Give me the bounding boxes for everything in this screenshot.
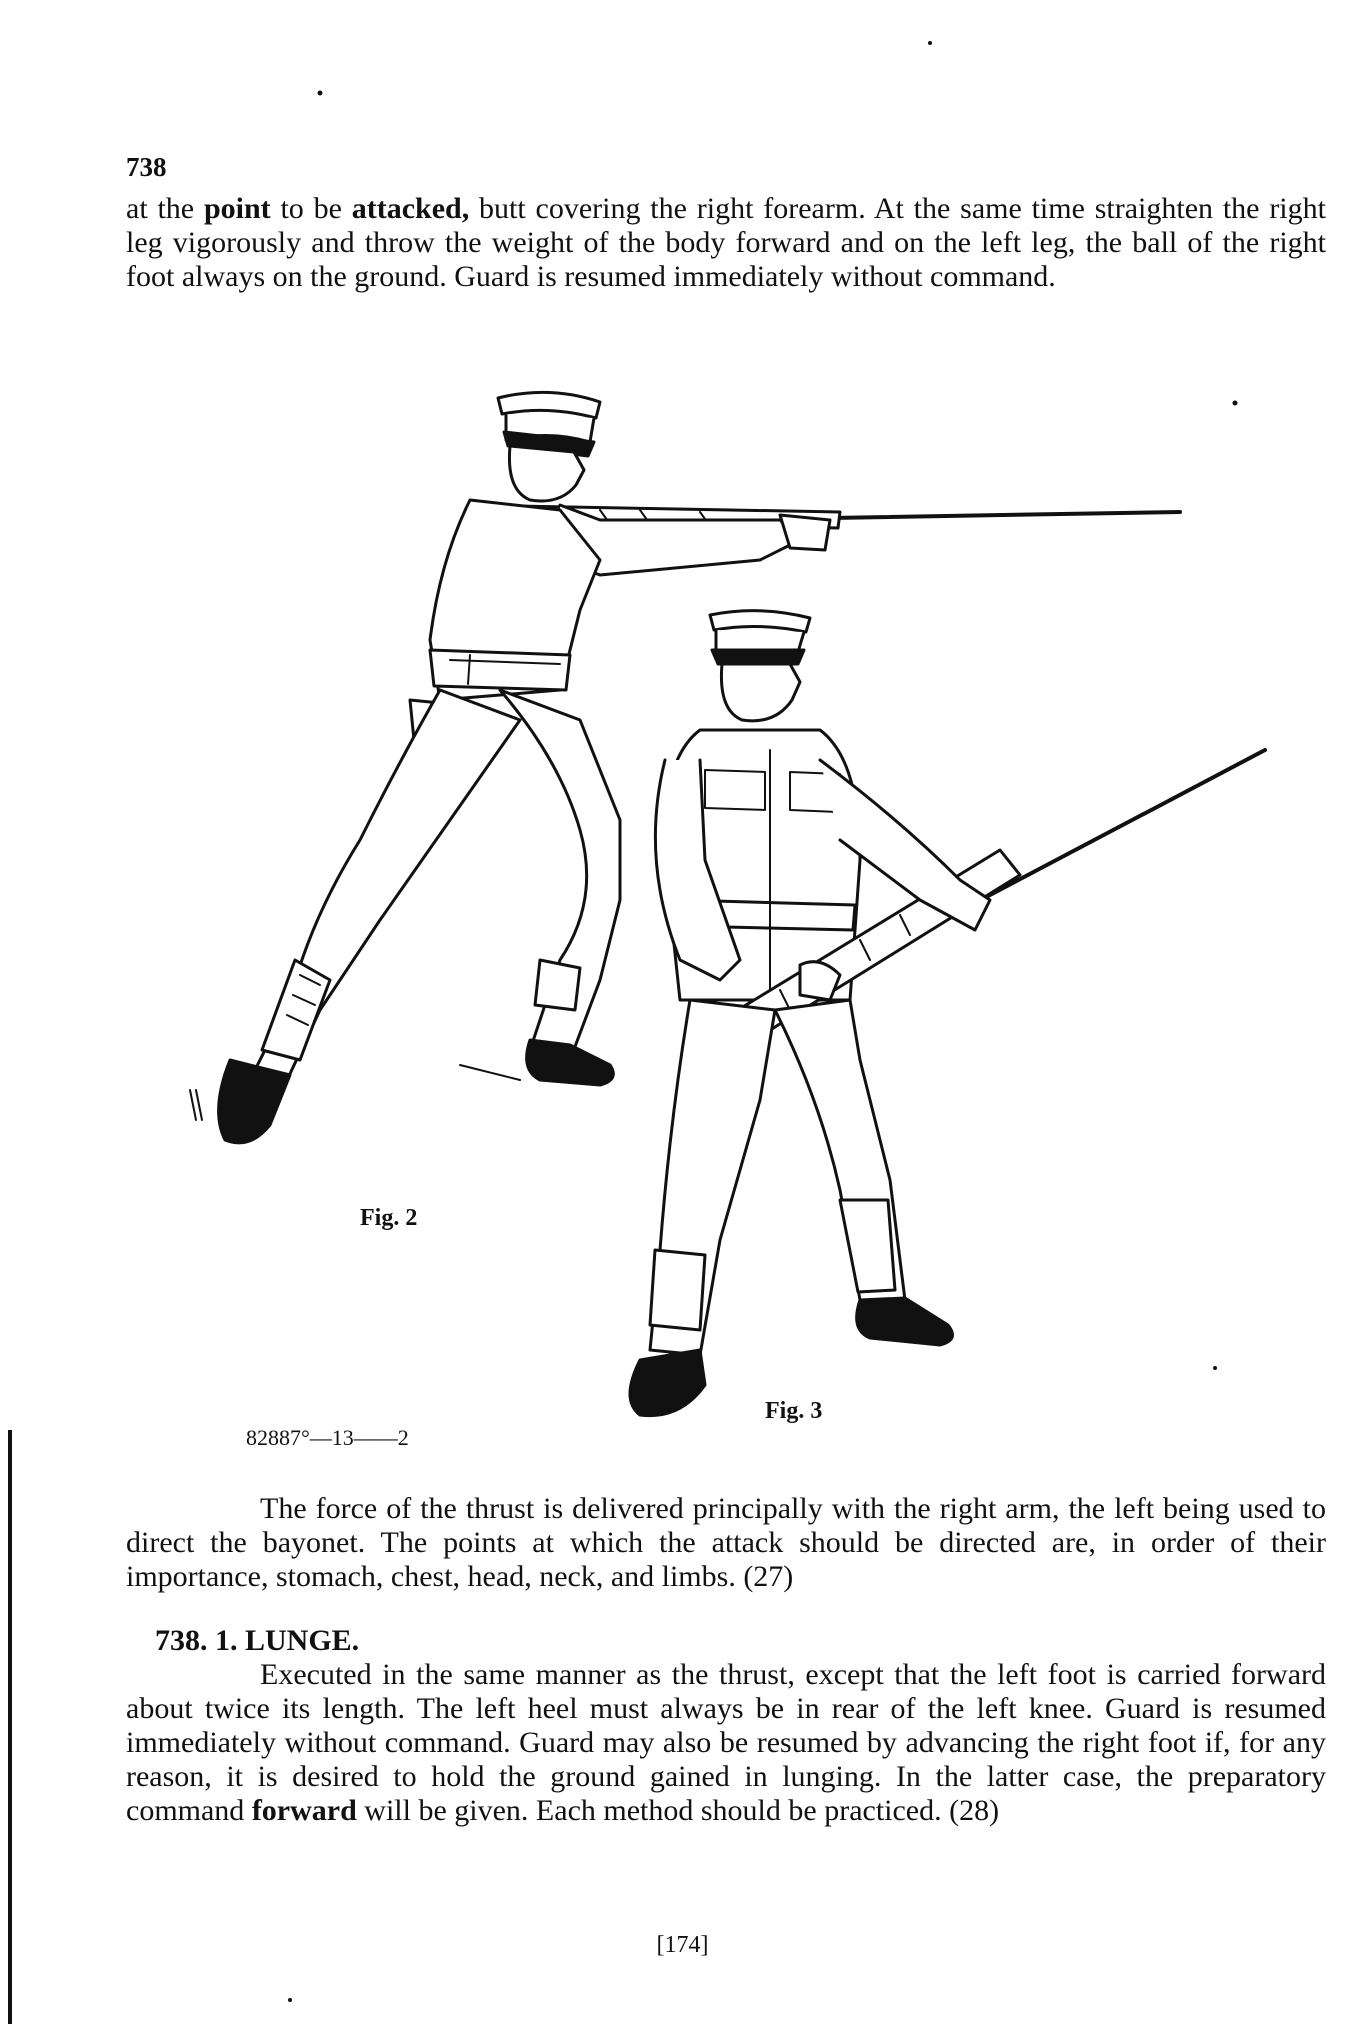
soldier-guard-fig3 [630,611,1265,1416]
page-number-top: 738 [126,152,167,182]
page-folio: [174] [656,1932,709,1958]
section-title: 1. LUNGE. [215,1624,360,1657]
plate-code: 82887°—13——2 [246,1425,409,1450]
text-run: will be given. Each method should be practiced. (28) [356,1794,1000,1827]
figure-3-caption: Fig. 3 [765,1398,823,1424]
bold-term-forward: forward [251,1794,357,1827]
text-run: to be [270,192,352,225]
text-run: Executed in the same manner as the thrust, except that the left foot is carried forward about twice its length. The left heel must always be in rear of the left knee. Guard is resumed immediately without command. Guard may also be resumed by advancing the right foot if, for any reason, it is desired to hold the ground gained in lunging. In the latter case, the preparatory command [126,1658,1326,1827]
text-run: at the [126,192,204,225]
binding-edge-line [8,1430,12,2024]
bold-term-point: point [203,192,271,225]
figure-2-caption: Fig. 2 [360,1205,418,1231]
lunge-paragraph [126,1658,1326,1828]
text-run: butt covering the right forearm. At the same time straighten the right leg vigorously and throw the weight of the body forward and on the left leg, the ball of the right foot always on the ground. Guard is resumed immediately without command. [126,192,1326,293]
section-heading [155,1624,359,1658]
thrust-paragraph: The force of the thrust is delivered principally with the right arm, the left being used to direct the bayonet. The points at which the attack should be directed are, in order of their importance, stomach, chest, head, neck, and limbs. (27) [126,1492,1326,1593]
section-number: 738. [155,1624,208,1657]
bold-term-attacked: attacked, [351,192,470,225]
